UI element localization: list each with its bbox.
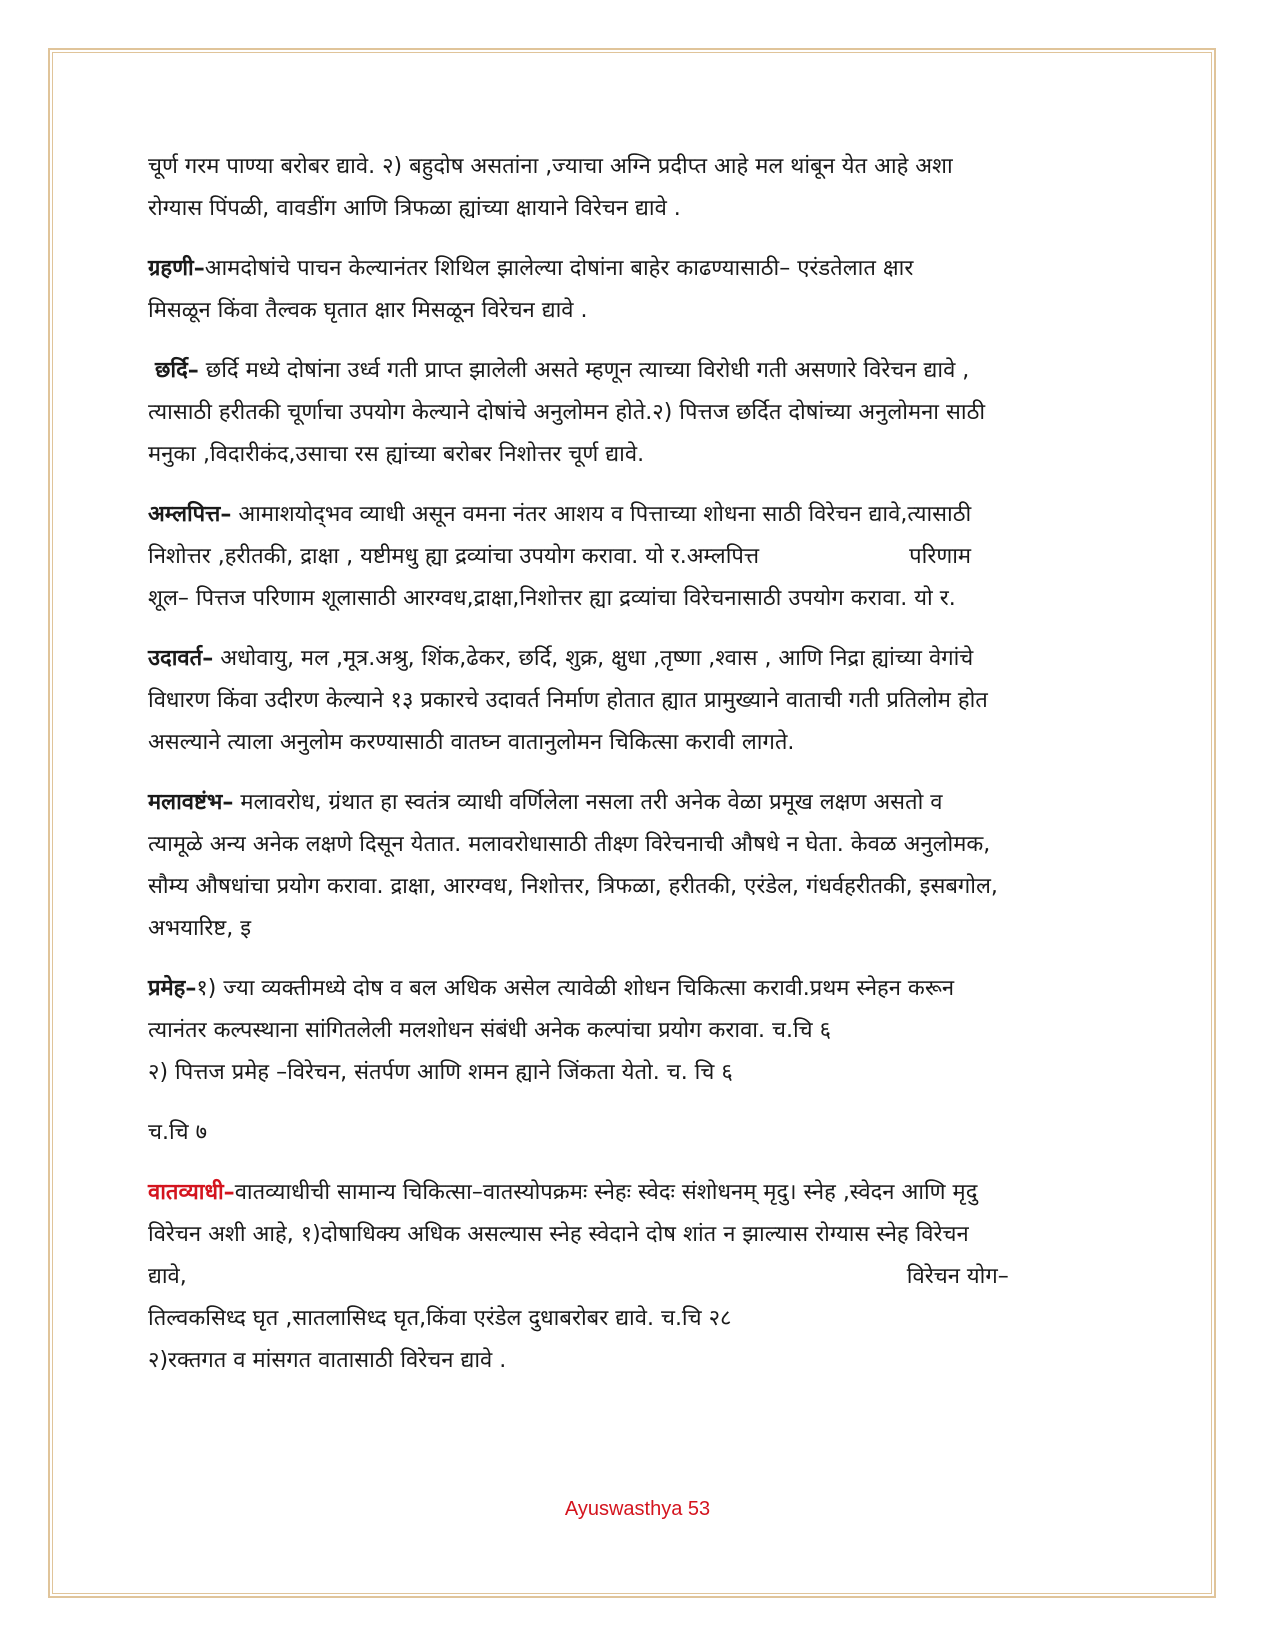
text-line: अधोवायु, मल ,मूत्र.अश्रु, शिंक,ढेकर, छर्दि, शुक्र, क्षुधा ,तृष्णा ,श्वास , आणि निद्रा ह्यांच्या वेगांचे — [213, 646, 974, 671]
text-line: छर्दि मध्ये दोषांना उर्ध्व गती प्राप्त झालेली असते म्हणून त्याच्या विरोधी गती असणारे विरेचन द्यावे , — [198, 358, 970, 383]
text-line: आमाशयोद्‌भव व्याधी असून वमना नंतर आशय व पित्ताच्या शोधना साठी विरेचन द्यावे,त्यासाठी — [231, 502, 972, 527]
text-line: असल्याने त्याला अनुलोम करण्यासाठी वातघ्न वातानुलोमन चिकित्सा करावी लागते. — [148, 730, 795, 755]
text-line: तिल्वकसिध्द घृत ,सातलासिध्द घृत,किंवा एरंडेल दुधाबरोबर द्यावे. च.चि २८ — [148, 1306, 732, 1331]
section-udavarta — [148, 638, 1128, 764]
section-heading: उदावर्त– — [148, 646, 214, 671]
text-line: मनुका ,विदारीकंद,उसाचा रस ह्यांच्या बरोबर निशोत्तर चूर्ण द्यावे. — [148, 442, 645, 467]
text-line: च.चि ७ — [148, 1120, 208, 1145]
section-vatavyadhi — [148, 1172, 1128, 1382]
text-line: विरेचन योग– — [906, 1264, 1009, 1289]
section-heading: वातव्याधी– — [148, 1180, 235, 1205]
section-amlapitta — [148, 494, 1128, 620]
text-line: अभयारिष्ट, इ — [148, 916, 252, 941]
text-line: निशोत्तर ,हरीतकी, द्राक्षा , यष्टीमधु ह्या द्रव्यांचा उपयोग करावा. यो र.अम्लपित्त — [148, 544, 760, 569]
text-line: त्यानंतर कल्पस्थाना सांगितलेली मलशोधन संबंधी अनेक कल्पांचा प्रयोग करावा. च.चि ६ — [148, 1018, 832, 1043]
section-heading: मलावष्टंभ– — [148, 790, 234, 815]
section-heading: ग्रहणी– — [148, 256, 205, 281]
page-content — [148, 146, 1128, 1400]
section-malavashtambha — [148, 782, 1128, 950]
section-chhardi — [148, 350, 1128, 476]
text-line: द्यावे, — [148, 1264, 187, 1289]
section-heading: प्रमेह– — [148, 976, 197, 1001]
section-heading: छर्दि– — [155, 358, 199, 383]
text-line: त्यामूळे अन्य अनेक लक्षणे दिसून येतात. मलावरोधासाठी तीक्ष्ण विरेचनाची औषधे न घेता. केवळ अनुलोमक, — [148, 832, 991, 857]
section-heading: अम्लपित्त– — [148, 502, 232, 527]
text-line: विरेचन अशी आहे, १)दोषाधिक्य अधिक असल्यास स्नेह स्वेदाने दोष शांत न झाल्यास रोग्यास स्नेह विरेचन — [148, 1222, 969, 1247]
paragraph-intro — [148, 146, 1128, 230]
text-line: मलावरोध, ग्रंथात हा स्वतंत्र व्याधी वर्णिलेला नसला तरी अनेक वेळा प्रमूख लक्षण असतो व — [233, 790, 943, 815]
text-line: रोग्यास पिंपळी, वावडींग आणि त्रिफळा ह्यांच्या क्षायाने विरेचन द्यावे . — [148, 196, 681, 221]
text-line: मिसळून किंवा तैल्वक घृतात क्षार मिसळून विरेचन द्यावे . — [148, 298, 588, 323]
text-line: वातव्याधीची सामान्य चिकित्सा–वातस्योपक्रमः स्नेहः स्वेदः संशोधनम् मृदु। स्नेह ,स्वेदन आणि मृदु — [234, 1180, 978, 1205]
page-footer: Ayuswasthya 53 — [564, 1498, 711, 1520]
text-line: २) पित्तज प्रमेह –विरेचन, संतर्पण आणि शमन ह्याने जिंकता येतो. च. चि ६ — [148, 1060, 733, 1085]
text-line: विधारण किंवा उदीरण केल्याने १३ प्रकारचे उदावर्त निर्माण होतात ह्यात प्रामुख्याने वाताची गती प्रतिलोम होत — [148, 688, 988, 713]
text-line: सौम्य औषधांचा प्रयोग करावा. द्राक्षा, आरग्वध, निशोत्तर, त्रिफळा, हरीतकी, एरंडेल, गंधर्वहरीतकी, इसबगोल, — [148, 874, 998, 899]
text-line: १) ज्या व्यक्तीमध्ये दोष व बल अधिक असेल त्यावेळी शोधन चिकित्सा करावी.प्रथम स्नेहन करून — [196, 976, 955, 1001]
reference-note — [148, 1112, 1128, 1154]
text-line: परिणाम — [909, 544, 972, 569]
text-line: आमदोषांचे पाचन केल्यानंतर शिथिल झालेल्या दोषांना बाहेर काढण्यासाठी– एरंडतेलात क्षार — [204, 256, 914, 281]
text-line: शूल– पित्तज परिणाम शूलासाठी आरग्वध,द्राक्षा,निशोत्तर ह्या द्रव्यांचा विरेचनासाठी उपयोग करावा. यो र. — [148, 586, 956, 611]
text-line: २)रक्तगत व मांसगत वातासाठी विरेचन द्यावे . — [148, 1348, 507, 1373]
section-prameha — [148, 968, 1128, 1094]
text-line: त्यासाठी हरीतकी चूर्णाचा उपयोग केल्याने दोषांचे अनुलोमन होते.२) पित्तज छर्दित दोषांच्या अनुलोमना साठी — [148, 400, 986, 425]
text-line: चूर्ण गरम पाण्या बरोबर द्यावे. २) बहुदोष असतांना ,ज्याचा अग्नि प्रदीप्त आहे मल थांबून येत आहे अशा — [148, 154, 953, 179]
section-grahani — [148, 248, 1128, 332]
